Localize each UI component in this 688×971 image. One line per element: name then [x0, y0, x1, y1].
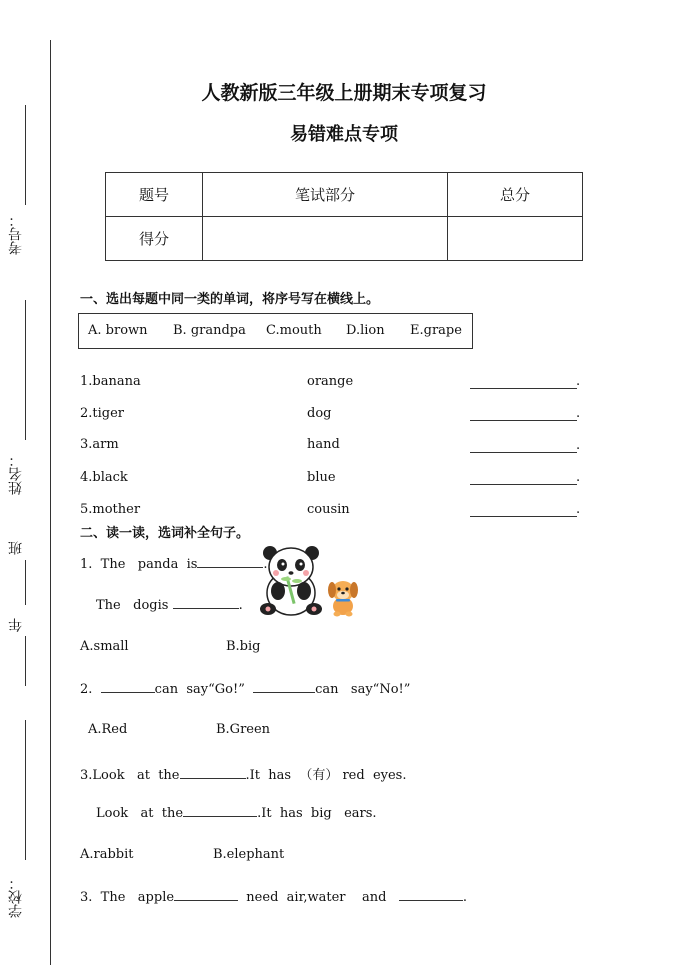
grade-rule — [25, 636, 26, 686]
q1-dot: . — [263, 557, 268, 572]
score-cell-input[interactable] — [203, 217, 448, 261]
puppy-icon — [326, 577, 360, 617]
end-dot: . — [576, 406, 581, 421]
end-dot: . — [576, 502, 581, 517]
end-dot: . — [576, 438, 581, 453]
score-cell-header: 笔试部分 — [203, 173, 448, 217]
score-cell-header: 题号 — [106, 173, 203, 217]
q3-text1: 3.Look at the — [80, 768, 180, 783]
item-word-a: 2.tiger — [80, 406, 125, 421]
answer-blank[interactable] — [470, 484, 577, 485]
q3-text1b: .It has （有） red eyes. — [245, 768, 407, 783]
q1-option-a[interactable]: A.small — [80, 639, 129, 654]
q4-text2: need air,water and — [238, 890, 399, 905]
q2-num: 2. — [80, 682, 101, 697]
q1-blank[interactable] — [197, 556, 263, 568]
q4-text1: 3. The apple — [80, 890, 175, 905]
word-option: A. brown — [88, 323, 148, 338]
q1-text: 1. The panda is — [80, 557, 198, 572]
item-word-a: 4.black — [80, 470, 128, 485]
q4-line — [80, 889, 467, 905]
word-option: E.grape — [410, 323, 462, 338]
name-label: 姓名： — [8, 453, 24, 495]
exam-no-label: 考号： — [8, 213, 24, 255]
name-rule — [25, 300, 26, 440]
item-word-a: 3.arm — [80, 437, 119, 452]
q3-blank1[interactable] — [180, 767, 246, 779]
section2-heading: 二、读一读，选词补全句子。 — [80, 526, 250, 541]
q3-option-b[interactable]: B.elephant — [213, 847, 285, 862]
answer-blank[interactable] — [470, 452, 577, 453]
q2-blank1[interactable] — [101, 681, 155, 693]
answer-blank[interactable] — [470, 516, 577, 517]
word-options-box — [78, 313, 473, 349]
class-label: 班 — [8, 541, 24, 555]
item-word-b: blue — [307, 470, 336, 485]
q3-line2 — [96, 805, 377, 821]
score-cell-label: 得分 — [106, 217, 203, 261]
item-word-a: 5.mother — [80, 502, 141, 517]
word-option: B. grandpa — [173, 323, 246, 338]
q1-option-b[interactable]: B.big — [226, 639, 261, 654]
end-dot: . — [576, 470, 581, 485]
class-rule — [25, 560, 26, 605]
q3-blank2[interactable] — [183, 805, 257, 817]
section1-heading: 一、选出每题中同一类的单词，将序号写在横线上。 — [80, 292, 380, 307]
grade-label: 年 — [8, 618, 24, 632]
q2-text2: can say“No!” — [315, 682, 411, 697]
q4-blank1[interactable] — [174, 889, 238, 901]
item-word-a: 1.banana — [80, 374, 141, 389]
q1-blank2[interactable] — [173, 597, 239, 609]
page-subtitle: 易错难点专项 — [290, 124, 398, 145]
q2-option-a[interactable]: A.Red — [88, 722, 128, 737]
score-cell-input[interactable] — [448, 217, 583, 261]
answer-blank[interactable] — [470, 388, 577, 389]
q2-text1: can say“Go!” — [154, 682, 254, 697]
q3-text2: Look at the — [96, 806, 184, 821]
q4-blank2[interactable] — [399, 889, 463, 901]
score-cell-header: 总分 — [448, 173, 583, 217]
q3-option-a[interactable]: A.rabbit — [80, 847, 134, 862]
score-table — [105, 172, 583, 261]
word-option: D.lion — [346, 323, 385, 338]
q1-text2: The dogis — [96, 598, 173, 613]
answer-blank[interactable] — [470, 420, 577, 421]
q4-dot: . — [462, 890, 468, 905]
school-rule — [25, 720, 26, 860]
page-title: 人教新版三年级上册期末专项复习 — [201, 82, 487, 104]
item-word-b: hand — [307, 437, 340, 452]
q2-option-b[interactable]: B.Green — [216, 722, 271, 737]
end-dot: . — [576, 374, 581, 389]
q1-line1 — [80, 556, 268, 572]
item-word-b: cousin — [307, 502, 350, 517]
panda-icon — [256, 543, 326, 618]
q1-line2 — [96, 597, 243, 613]
item-word-b: orange — [307, 374, 354, 389]
q2-blank2[interactable] — [253, 681, 315, 693]
q1-dot2: . — [238, 598, 243, 613]
q3-line1 — [80, 764, 406, 783]
q2-line — [80, 681, 410, 697]
q3-text2b: .It has big ears. — [257, 806, 377, 821]
item-word-b: dog — [307, 406, 332, 421]
binding-margin-line — [50, 40, 51, 965]
word-option: C.mouth — [266, 323, 322, 338]
school-label: 学校： — [8, 876, 24, 918]
